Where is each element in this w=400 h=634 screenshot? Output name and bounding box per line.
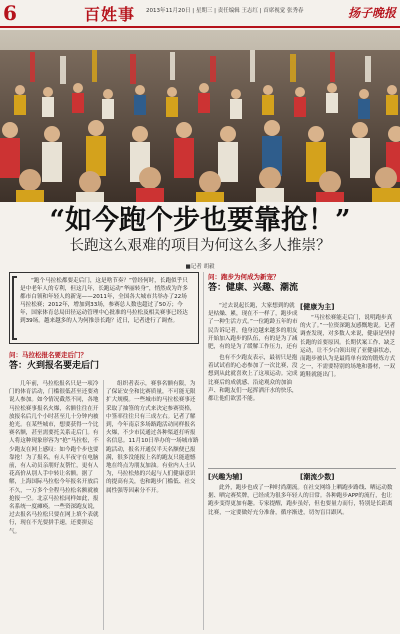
bracket-decoration	[12, 276, 17, 340]
section-title: 百姓事	[84, 5, 136, 24]
page-number: 6	[3, 1, 17, 25]
column-divider	[103, 380, 104, 630]
qa-block-1	[9, 350, 199, 372]
section-rule	[208, 468, 396, 469]
question-1: 问：马拉松报名要走后门？	[9, 351, 87, 359]
question-2: 问：跑步为何成为新宠？	[208, 273, 280, 281]
answer-1: 答：火到报名要走后门	[9, 361, 100, 371]
byline: ■记者 胡毅	[185, 264, 215, 270]
subheadline: 长跑这么艰难的项目为何这么多人推崇？	[69, 238, 331, 254]
page-header	[0, 0, 400, 28]
intro-box	[9, 272, 199, 344]
body-column-6: 此外，跑步也成了一种时尚潮流。在社交网络上晒跑步路线、晒运动数据、晒完赛奖牌，已经成为很多年轻人的日常。各种跑步APP的流行，也让跑步变得更加有趣。专家提醒，跑步虽好，但也要量力而行，特别是长距离比赛，一定要做好充分准备，循序渐进，切勿盲目跟风。	[208, 485, 393, 516]
body-column-1: 几年前，马拉松报名只是一项冷门的体育活动，门槛很低甚至还要劝说人参加。如今情况截然不同，各地马拉松赛事报名火爆，名额往往在开放报名后几个小时甚至几十分钟内被抢光。在某些城市，想要获得一个比赛名额，甚至需要托关系走后门。有人将这种现象形容为“抢”马拉松，不少跑友在网上感叹：如今跑个步也要靠抢！为了报名，有人半夜守在电脑前，有人动员亲朋好友帮忙，更有人花高价从别人手中转让名额。据了解，上海国际马拉松今年报名开放后不久，一万多个全程马拉松名额就被抢报一空。北京马拉松同样如此，报名系统一度瘫痪。一些资深跑友说，过去报名马拉松只要在网上填个表就行，现在不光要拼手速，还要拼运气。	[9, 381, 99, 535]
body-column-5: 也有不少跑友表示，最初只是抱着试试看的心态参加了一次比赛，没想到从此就喜欢上了这项运动。完成比赛后的成就感、沿途观众的加油声、和跑友们一起挥洒汗水的快乐，都让他们欲罢不能。	[208, 355, 298, 403]
body-column-4: “马拉松赛能走后门，说明跑步真的火了。”一位资深跑友感慨地说。记者调查发现，对多数人来说，健康是坚持长跑的首要原因。长期伏案工作、缺乏运动，让不少白领出现了亚健康状态，而跑步被认为是最简单有效的锻炼方式之一，不需要特别的场地和器材，一双跑鞋就能出门。	[300, 315, 396, 379]
marathon-crowd-photo	[0, 30, 400, 202]
body-column-3: “过去说起长跑，大家想到的就是枯燥、累，现在不一样了，跑步成了一种生活方式。”一位跑龄五年的市民告诉记者，他身边越来越多的朋友开始加入跑步的队伍，有的是为了减肥，有的是为了缓解工作压力，还有	[208, 303, 298, 350]
subsection-trend: [潮流少数]	[300, 473, 335, 481]
body-column-2: 组织者表示，赛事名额有限，为了保证安全和比赛质量，不可能无限扩大规模。一些城市的马拉松赛事还采取了抽签的方式来决定参赛资格，中签率往往只有三成左右。记者了解到，今年南京多场路跑活动同样报名火爆，不少市民通过各种渠道打听报名信息。11月10日举办的一场城市路跑活动，报名开通仅半天名额便已报满，很多没能报上名的跑友只能遗憾地在终点为朋友加油。有业内人士认为，马拉松热的兴起与人们健康意识的提高有关，也和跑步门槛低、社交属性强等因素分不开。	[106, 381, 199, 494]
answer-2: 答：健康、兴趣、潮流	[208, 283, 299, 293]
subsection-interest: [兴趣为辅]	[208, 473, 243, 481]
intro-text: “跑个马拉松都要走后门，这是啥节奏？”曾经何时，长跑似乎只是中老年人的专利，但这几年，长跑运动“华丽转身”，悄然成为许多都市白领和年轻人的新宠——2011年，全国各大城市共举办了22场马拉松赛；2012年，增加到33场，参赛总人数也超过了50万；今年，国家体育总局田径运动管理中心批准的马拉松及相关赛事已经达到39场。越来越多的人为何推崇长跑？近日，记者进行了调查。	[20, 278, 189, 324]
headline-block	[0, 202, 400, 262]
photo-illustration	[0, 30, 400, 202]
masthead-logo: 扬子晚报	[347, 6, 396, 20]
headline: “如今跑个步也要靠抢！”	[49, 205, 351, 236]
qa-block-2	[208, 272, 398, 294]
subsection-health: [健康为主]	[300, 303, 335, 311]
center-divider	[203, 272, 204, 630]
dateline: 2013年11月20日 | 星期三 | 责任编辑 王志红 | 首席视觉 张秀春	[146, 8, 304, 14]
